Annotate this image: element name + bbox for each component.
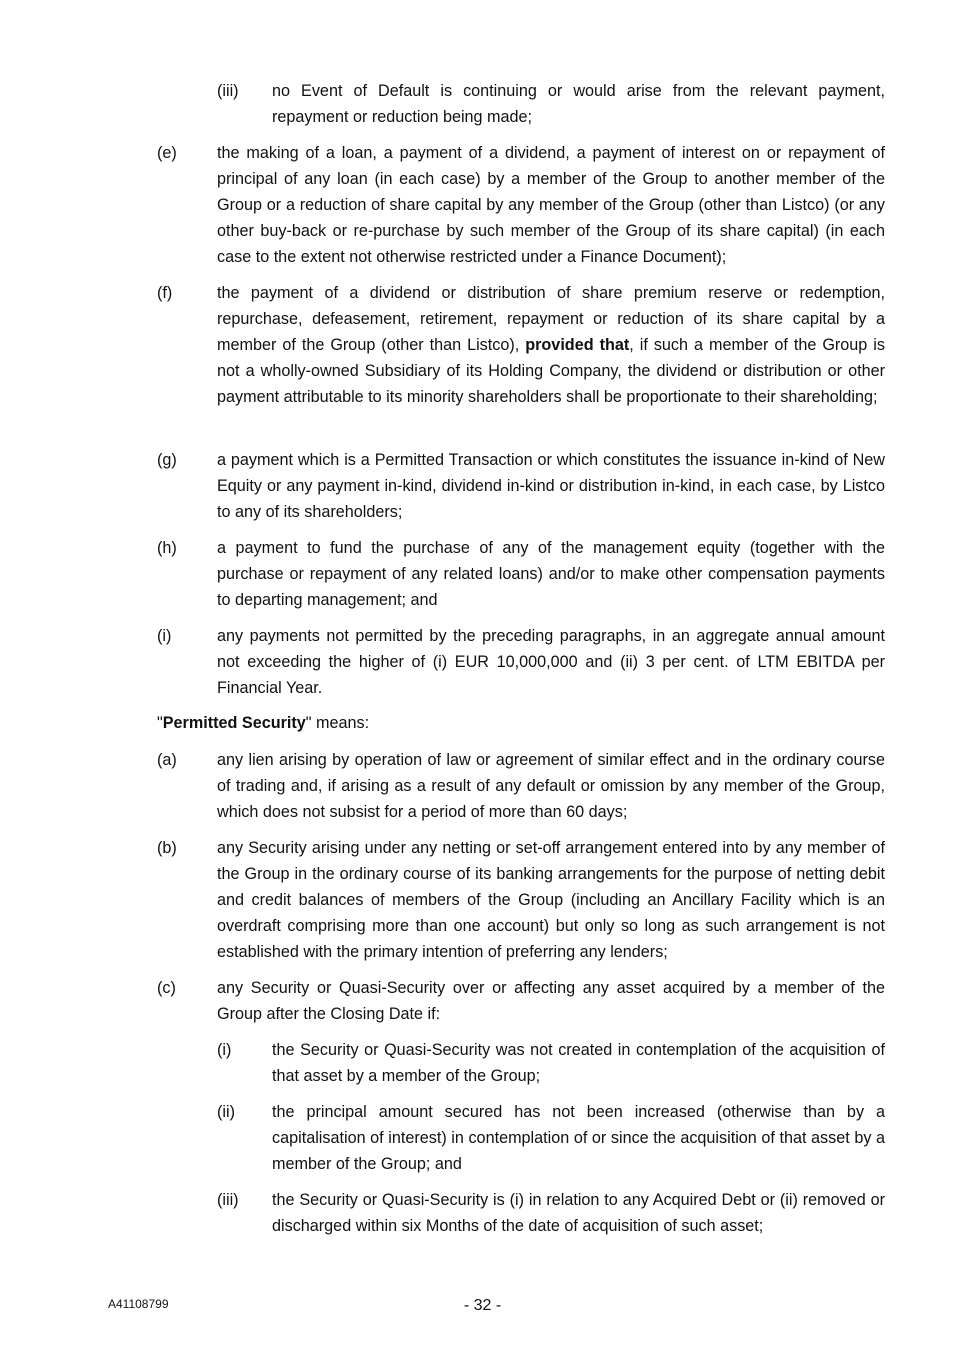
- item-label: (a): [157, 751, 177, 769]
- defined-term: Permitted Security: [162, 714, 306, 732]
- item-label: (iii): [217, 1191, 239, 1209]
- item-label: (ii): [217, 1103, 235, 1121]
- document-reference: A41108799: [108, 1297, 169, 1311]
- item-label: (iii): [217, 82, 239, 100]
- item-text: [217, 280, 885, 410]
- item-label: (f): [157, 284, 173, 302]
- item-label: (c): [157, 979, 176, 997]
- item-text: the making of a loan, a payment of a dividend, a payment of interest on or repayment of principal of any loan (in each case) by a member of the Group to another member of the Group or a reduction of share capital by any member of the Group (other than Listco) (or any other buy-back or re-purchase by such member of the Group of its share capital) (in each case to the extent not otherwise restricted under a Finance Document);: [217, 144, 885, 266]
- quote: ": [157, 714, 163, 732]
- item-text: the Security or Quasi-Security was not created in contemplation of the acquisition of that asset by a member of the Group;: [272, 1041, 885, 1085]
- page-number: - 32 -: [463, 1297, 502, 1314]
- definition-heading: [157, 710, 369, 736]
- item-text-part: the payment of a dividend or distribution of share premium reserve or redemption, repurchase, defeasement, retirement, repayment or reduction of its share capital by a member of the Group (other than Listco),: [217, 284, 885, 354]
- item-label: (i): [157, 627, 172, 645]
- item-text: the principal amount secured has not been increased (otherwise than by a capitalisation of interest) in contemplation of or since the acquisition of that asset by a member of the Group; and: [272, 1103, 885, 1173]
- item-text: no Event of Default is continuing or would arise from the relevant payment, repayment or reduction being made;: [272, 82, 885, 126]
- item-label: (g): [157, 451, 177, 469]
- item-text: any Security or Quasi-Security over or affecting any asset acquired by a member of the Group after the Closing Date if:: [217, 979, 885, 1023]
- item-label: (b): [157, 839, 177, 857]
- item-label: (i): [217, 1041, 232, 1059]
- item-text: any Security arising under any netting or set-off arrangement entered into by any member of the Group in the ordinary course of its banking arrangements for the purpose of netting debit and credit balances of members of the Group (including an Ancillary Facility which is an overdraft comprising more than one account) but only so long as such arrangement is not established with the primary intention of preferring any lenders;: [217, 839, 885, 961]
- item-text: the Security or Quasi-Security is (i) in relation to any Acquired Debt or (ii) removed or discharged within six Months of the date of acquisition of such asset;: [272, 1191, 885, 1235]
- item-text-part: , if such a member of the Group is not a wholly-owned Subsidiary of its Holding Company, the dividend or distribution or other payment attributable to its minority shareholders shall be proportionate to their shareholding;: [217, 336, 885, 406]
- item-text: a payment to fund the purchase of any of the management equity (together with the purchase or repayment of any related loans) and/or to make other compensation payments to departing management; and: [217, 539, 885, 609]
- item-text: any payments not permitted by the preceding paragraphs, in an aggregate annual amount not exceeding the higher of (i) EUR 10,000,000 and (ii) 3 per cent. of LTM EBITDA per Financial Year.: [217, 627, 885, 697]
- heading-rest: " means:: [305, 714, 370, 732]
- bold-term: provided that: [525, 336, 630, 354]
- item-text: a payment which is a Permitted Transaction or which constitutes the issuance in-kind of New Equity or any payment in-kind, dividend in-kind or distribution in-kind, in each case, by Listco to any of its shareholders;: [217, 451, 885, 521]
- item-label: (h): [157, 539, 177, 557]
- item-text: any lien arising by operation of law or agreement of similar effect and in the ordinary course of trading and, if arising as a result of any default or omission by any member of the Group, which does not subsist for a period of more than 60 days;: [217, 751, 885, 821]
- item-label: (e): [157, 144, 177, 162]
